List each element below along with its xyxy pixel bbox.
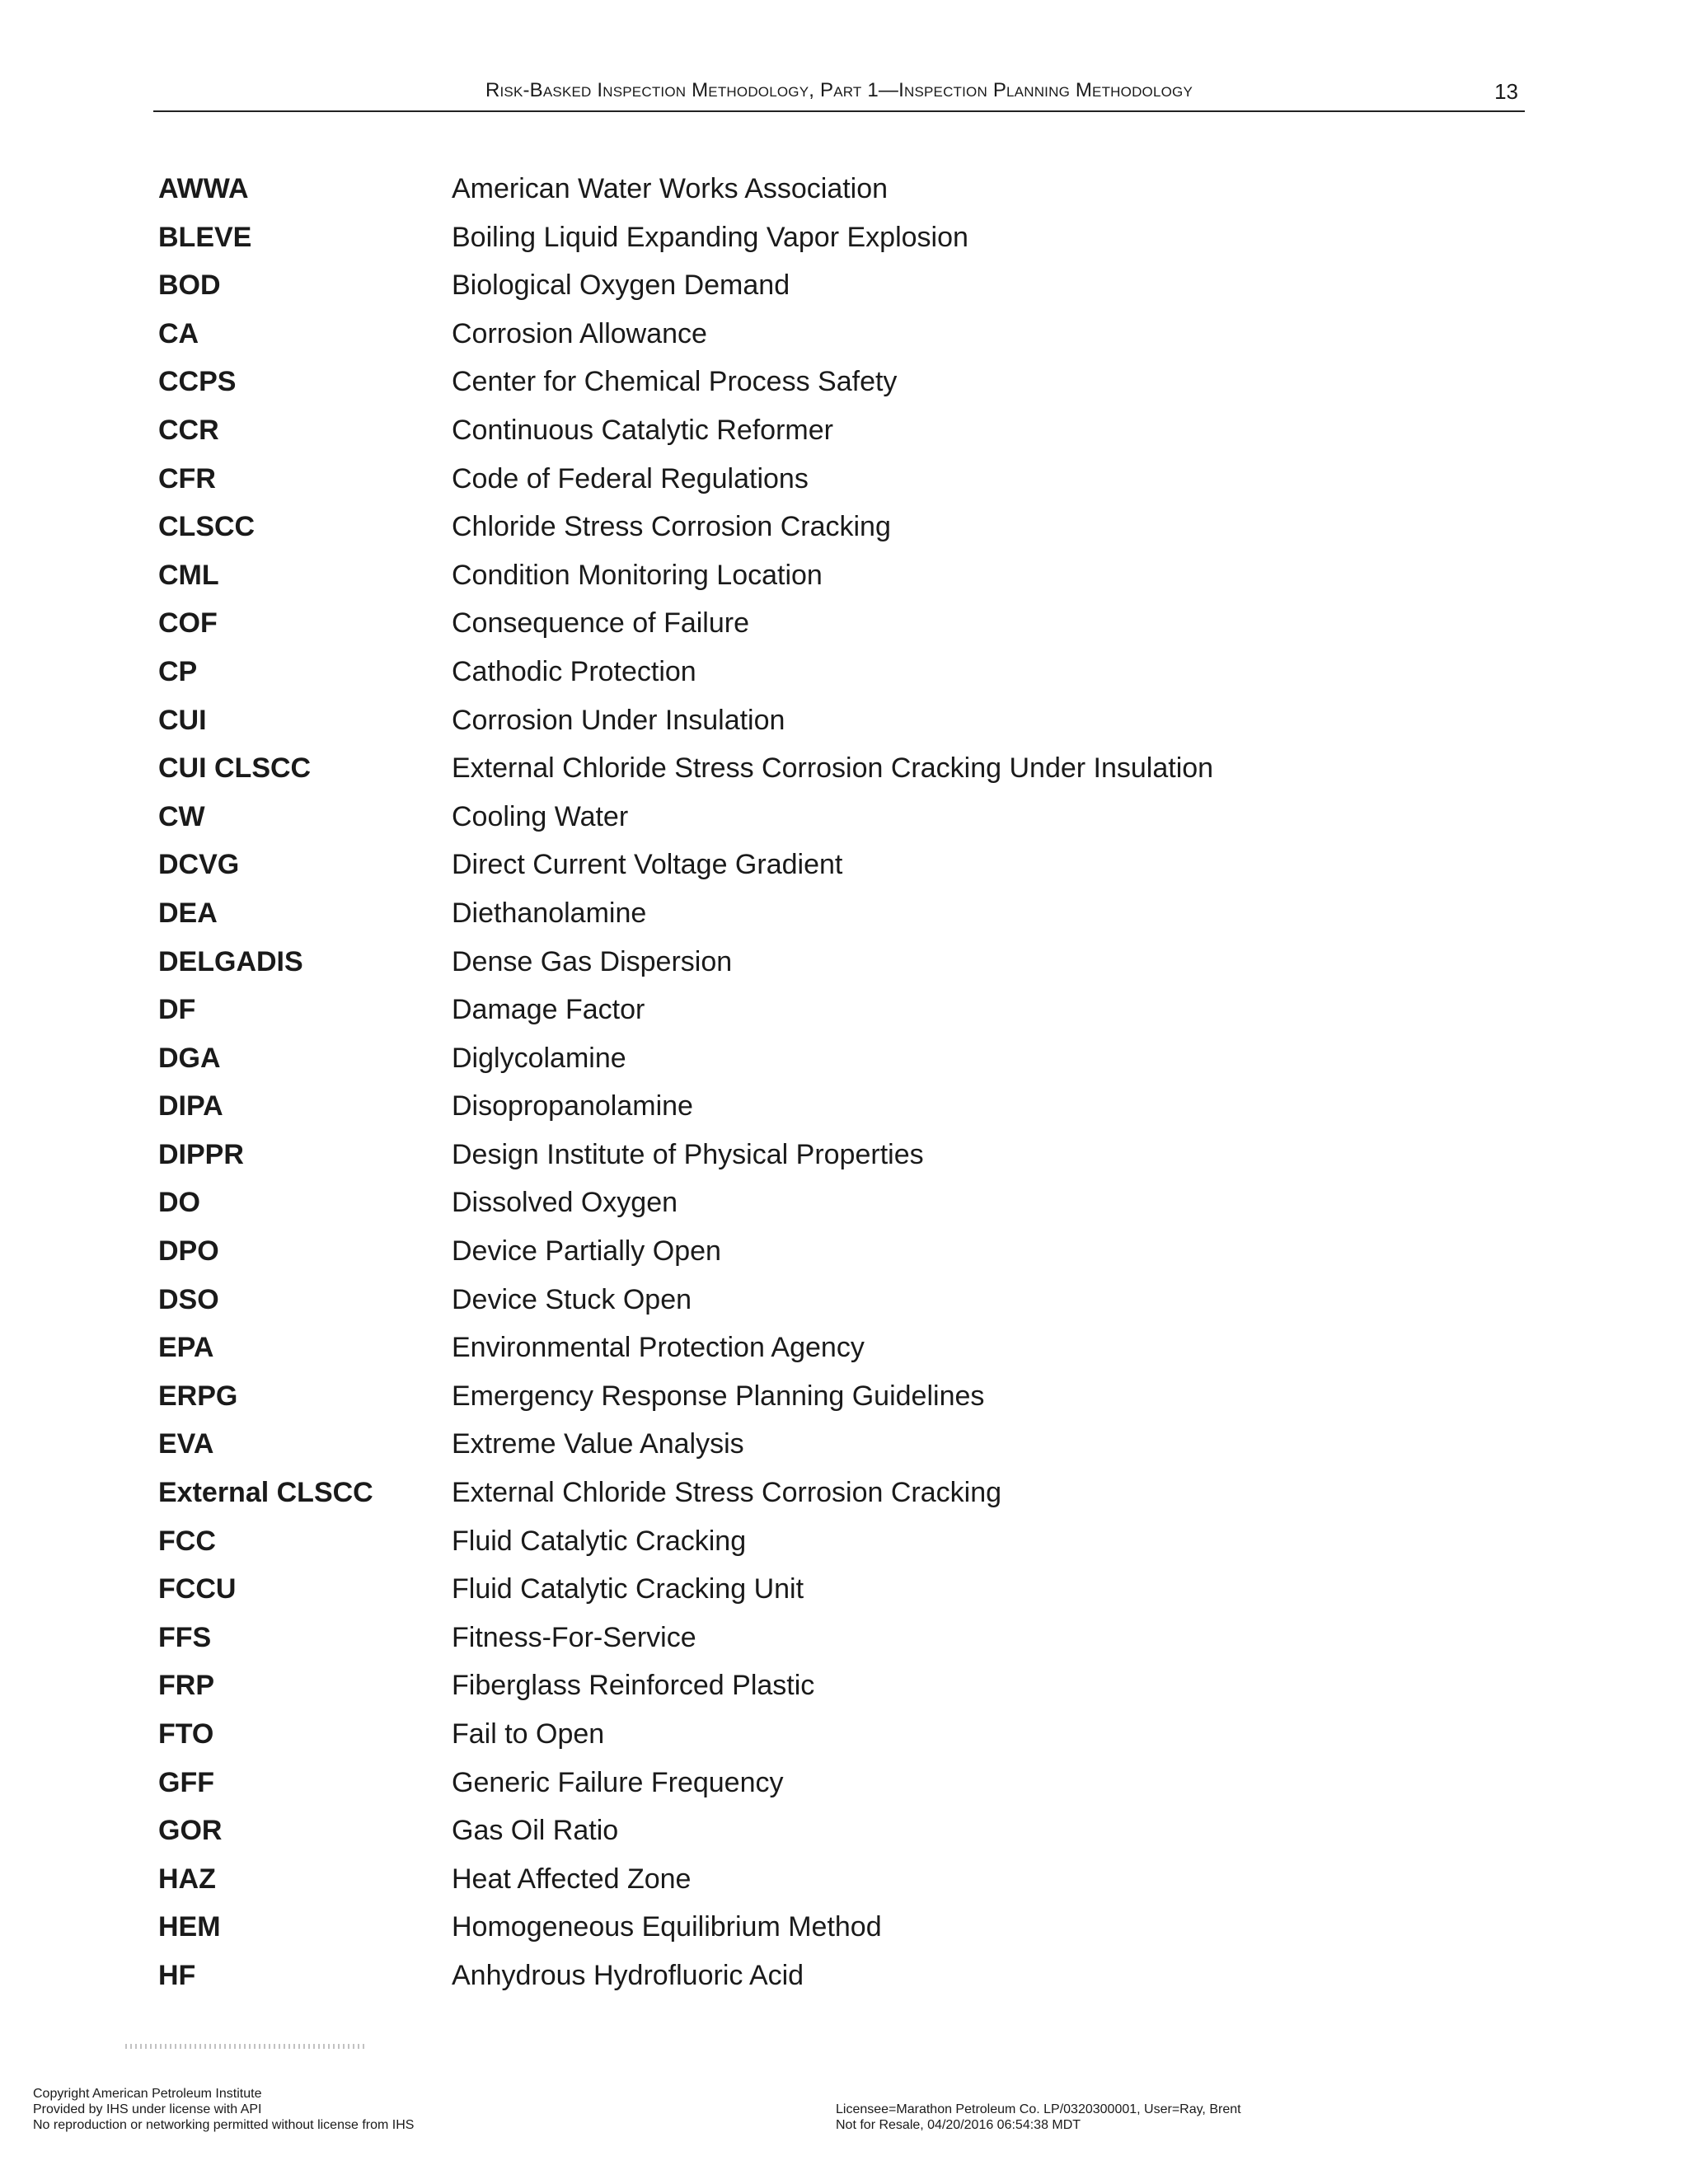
abbreviation-row xyxy=(158,752,1559,801)
abbreviation-term: CUI CLSCC xyxy=(158,752,312,785)
abbreviation-definition: Fluid Catalytic Cracking Unit xyxy=(452,1573,804,1605)
abbreviation-row xyxy=(158,1187,1559,1235)
abbreviation-definition: Diethanolamine xyxy=(452,897,647,929)
running-title: Risk-Basked Inspection Methodology, Part 1—Inspection Planning Methodology xyxy=(485,79,1193,101)
abbreviation-term: EVA xyxy=(158,1428,214,1460)
abbreviation-term: COF xyxy=(158,607,218,640)
abbreviation-row xyxy=(158,898,1559,946)
abbreviation-row xyxy=(158,1960,1559,2008)
abbreviation-row xyxy=(158,269,1559,318)
abbreviation-definition: Anhydrous Hydrofluoric Acid xyxy=(452,1959,804,1991)
abbreviation-row xyxy=(158,801,1559,850)
abbreviation-term: DF xyxy=(158,994,196,1026)
abbreviation-row xyxy=(158,1911,1559,1960)
abbreviation-definition: External Chloride Stress Corrosion Cracking Under Insulation xyxy=(452,752,1214,785)
abbreviation-row xyxy=(158,366,1559,415)
abbreviation-row xyxy=(158,560,1559,608)
abbreviation-term: FCCU xyxy=(158,1573,237,1605)
abbreviation-row xyxy=(158,1235,1559,1284)
abbreviation-term: CA xyxy=(158,317,199,349)
abbreviation-term: CCR xyxy=(158,414,219,446)
scan-artifact xyxy=(125,2044,364,2049)
abbreviation-definition: Chloride Stress Corrosion Cracking xyxy=(452,511,891,543)
abbreviation-definition: Biological Oxygen Demand xyxy=(452,269,790,302)
abbreviation-definition: Dissolved Oxygen xyxy=(452,1187,678,1219)
abbreviation-row xyxy=(158,1477,1559,1526)
copyright-footer xyxy=(33,2086,414,2133)
abbreviation-definition: Gas Oil Ratio xyxy=(452,1815,619,1847)
abbreviation-row xyxy=(158,1815,1559,1863)
abbreviation-row xyxy=(158,173,1559,222)
abbreviation-row xyxy=(158,994,1559,1043)
abbreviation-definition: Direct Current Voltage Gradient xyxy=(452,849,843,881)
abbreviation-definition: Fluid Catalytic Cracking xyxy=(452,1525,747,1557)
abbreviation-term: CLSCC xyxy=(158,511,256,543)
abbreviation-row xyxy=(158,946,1559,995)
abbreviation-row xyxy=(158,1043,1559,1091)
abbreviation-term: External CLSCC xyxy=(158,1477,373,1509)
abbreviation-row xyxy=(158,463,1559,512)
abbreviation-row xyxy=(158,1863,1559,1912)
abbreviation-term: EPA xyxy=(158,1332,214,1364)
abbreviation-row xyxy=(158,607,1559,656)
abbreviation-term: FRP xyxy=(158,1670,214,1702)
abbreviation-definition: Cooling Water xyxy=(452,800,629,832)
abbreviation-definition: Consequence of Failure xyxy=(452,607,750,640)
abbreviation-definition: Design Institute of Physical Properties xyxy=(452,1138,924,1170)
abbreviation-term: DIPA xyxy=(158,1090,223,1122)
abbreviation-row xyxy=(158,1767,1559,1816)
abbreviation-definition: Dense Gas Dispersion xyxy=(452,945,733,977)
footer-line: Licensee=Marathon Petroleum Co. LP/0320300001, User=Ray, Brent xyxy=(836,2102,1241,2116)
abbreviation-definition: Fail to Open xyxy=(452,1718,605,1750)
abbreviation-term: DELGADIS xyxy=(158,945,303,977)
abbreviation-term: DEA xyxy=(158,897,218,929)
abbreviation-row xyxy=(158,656,1559,705)
abbreviation-row xyxy=(158,1284,1559,1333)
abbreviation-term: CFR xyxy=(158,462,216,494)
abbreviation-term: DCVG xyxy=(158,849,240,881)
abbreviation-term: DO xyxy=(158,1187,200,1219)
abbreviation-row xyxy=(158,1380,1559,1429)
abbreviation-definition: Corrosion Allowance xyxy=(452,317,707,349)
footer-line: Copyright American Petroleum Institute xyxy=(33,2087,262,2101)
abbreviation-term: FTO xyxy=(158,1718,214,1750)
abbreviation-row xyxy=(158,318,1559,367)
abbreviation-list xyxy=(158,173,1559,2008)
abbreviation-term: BOD xyxy=(158,269,221,302)
abbreviation-term: CML xyxy=(158,559,219,591)
footer-line: No reproduction or networking permitted without license from IHS xyxy=(33,2118,415,2132)
abbreviation-term: DIPPR xyxy=(158,1138,244,1170)
license-footer xyxy=(836,2102,1241,2133)
abbreviation-row xyxy=(158,1622,1559,1671)
abbreviation-definition: American Water Works Association xyxy=(452,173,889,204)
abbreviation-row xyxy=(158,1526,1559,1574)
abbreviation-definition: Condition Monitoring Location xyxy=(452,559,823,591)
abbreviation-definition: Cathodic Protection xyxy=(452,655,696,687)
abbreviation-row xyxy=(158,1090,1559,1139)
abbreviation-row xyxy=(158,1332,1559,1380)
abbreviation-definition: Generic Failure Frequency xyxy=(452,1766,784,1798)
abbreviation-row xyxy=(158,222,1559,270)
abbreviation-term: CCPS xyxy=(158,366,237,398)
abbreviation-definition: Corrosion Under Insulation xyxy=(452,704,785,736)
abbreviation-definition: Heat Affected Zone xyxy=(452,1863,692,1895)
abbreviation-term: DPO xyxy=(158,1235,219,1268)
abbreviation-row xyxy=(158,415,1559,463)
abbreviation-definition: Disopropanolamine xyxy=(452,1090,693,1122)
abbreviation-definition: Fiberglass Reinforced Plastic xyxy=(452,1670,815,1702)
abbreviation-definition: Continuous Catalytic Reformer xyxy=(452,414,833,446)
abbreviation-definition: External Chloride Stress Corrosion Cracking xyxy=(452,1477,1002,1509)
abbreviation-definition: Device Stuck Open xyxy=(452,1283,692,1315)
abbreviation-term: GOR xyxy=(158,1815,223,1847)
page-header xyxy=(153,77,1525,112)
abbreviation-row xyxy=(158,1139,1559,1188)
abbreviation-definition: Homogeneous Equilibrium Method xyxy=(452,1911,882,1943)
abbreviation-row xyxy=(158,1718,1559,1767)
abbreviation-term: HAZ xyxy=(158,1863,216,1895)
abbreviation-term: FFS xyxy=(158,1621,212,1653)
abbreviation-term: CUI xyxy=(158,704,207,736)
abbreviation-definition: Diglycolamine xyxy=(452,1042,626,1074)
abbreviation-term: HF xyxy=(158,1959,196,1991)
abbreviation-term: DGA xyxy=(158,1042,221,1074)
abbreviation-term: FCC xyxy=(158,1525,216,1557)
abbreviation-term: DSO xyxy=(158,1283,219,1315)
footer-line: Not for Resale, 04/20/2016 06:54:38 MDT xyxy=(836,2118,1081,2132)
abbreviation-term: GFF xyxy=(158,1766,214,1798)
abbreviation-term: HEM xyxy=(158,1911,221,1943)
abbreviation-term: CP xyxy=(158,655,198,687)
abbreviation-row xyxy=(158,1573,1559,1622)
abbreviation-definition: Damage Factor xyxy=(452,994,645,1026)
abbreviation-row xyxy=(158,849,1559,898)
abbreviation-definition: Emergency Response Planning Guidelines xyxy=(452,1380,985,1412)
page-number: 13 xyxy=(1494,79,1518,104)
abbreviation-row xyxy=(158,1428,1559,1477)
abbreviation-definition: Center for Chemical Process Safety xyxy=(452,366,898,398)
abbreviation-definition: Device Partially Open xyxy=(452,1235,721,1268)
abbreviation-term: AWWA xyxy=(158,173,249,204)
abbreviation-definition: Code of Federal Regulations xyxy=(452,462,809,494)
abbreviation-definition: Fitness-For-Service xyxy=(452,1621,696,1653)
abbreviation-term: CW xyxy=(158,800,205,832)
abbreviation-row xyxy=(158,511,1559,560)
abbreviation-definition: Extreme Value Analysis xyxy=(452,1428,744,1460)
abbreviation-row xyxy=(158,1670,1559,1718)
abbreviation-row xyxy=(158,705,1559,753)
abbreviation-definition: Boiling Liquid Expanding Vapor Explosion xyxy=(452,221,968,253)
abbreviation-definition: Environmental Protection Agency xyxy=(452,1332,865,1364)
abbreviation-term: ERPG xyxy=(158,1380,238,1412)
footer-line: Provided by IHS under license with API xyxy=(33,2102,262,2116)
abbreviation-term: BLEVE xyxy=(158,221,252,253)
